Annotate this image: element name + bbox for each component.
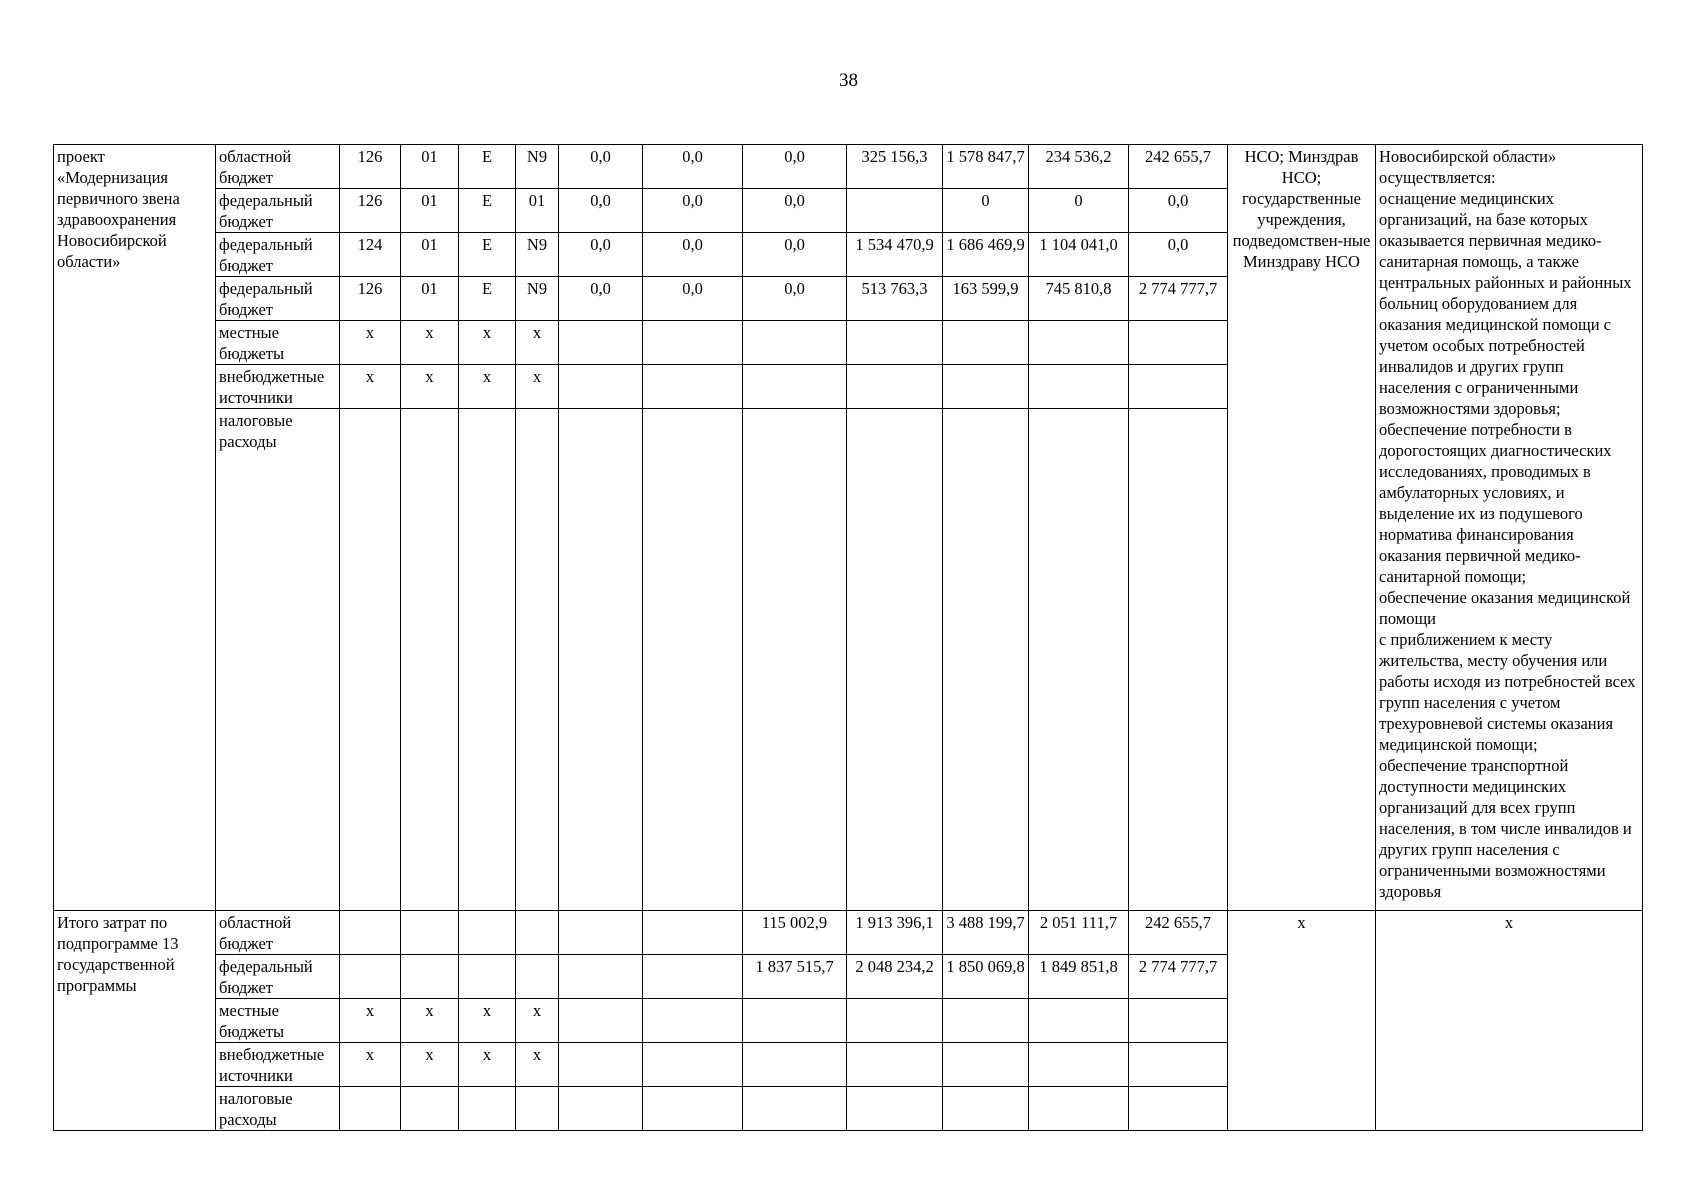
value-cell: 0,0 [743, 233, 847, 277]
value-cell [1029, 365, 1129, 409]
value-cell: 1 104 041,0 [1029, 233, 1129, 277]
value-cell: 0,0 [559, 145, 643, 189]
code-cell [459, 1087, 516, 1131]
value-cell: 0,0 [743, 277, 847, 321]
value-cell: 1 534 470,9 [847, 233, 943, 277]
value-cell [1129, 999, 1228, 1043]
value-cell [847, 1087, 943, 1131]
source-cell: федеральный бюджет [216, 233, 340, 277]
value-cell [743, 409, 847, 911]
value-cell: 0,0 [559, 233, 643, 277]
value-cell [559, 1087, 643, 1131]
code-cell: х [516, 1043, 559, 1087]
code-cell: 124 [340, 233, 401, 277]
code-cell: Е [459, 233, 516, 277]
value-cell [559, 911, 643, 955]
source-cell: областной бюджет [216, 911, 340, 955]
value-cell: 0,0 [743, 189, 847, 233]
code-cell: х [459, 365, 516, 409]
code-cell: х [340, 365, 401, 409]
value-cell: 2 774 777,7 [1129, 955, 1228, 999]
value-cell [943, 409, 1029, 911]
budget-table [53, 144, 1643, 1131]
code-cell: х [516, 321, 559, 365]
source-cell: внебюджетные источники [216, 365, 340, 409]
source-cell: местные бюджеты [216, 321, 340, 365]
value-cell [743, 321, 847, 365]
total-name-cell: Итого затрат по подпрограмме 13 государственной программы [54, 911, 216, 1131]
executor-cell: х [1228, 911, 1376, 1131]
value-cell [743, 1043, 847, 1087]
value-cell [1029, 1043, 1129, 1087]
code-cell: 01 [401, 277, 459, 321]
value-cell: 1 578 847,7 [943, 145, 1029, 189]
value-cell: 0,0 [743, 145, 847, 189]
value-cell [643, 1087, 743, 1131]
code-cell: 126 [340, 277, 401, 321]
value-cell [1129, 321, 1228, 365]
source-cell: внебюджетные источники [216, 1043, 340, 1087]
code-cell [340, 409, 401, 911]
code-cell: х [401, 365, 459, 409]
code-cell: х [401, 999, 459, 1043]
value-cell: 1 837 515,7 [743, 955, 847, 999]
executor-cell: НСО; Минздрав НСО; государственные учреждения, подведомствен-ные Минздраву НСО [1228, 145, 1376, 911]
value-cell [559, 955, 643, 999]
code-cell [340, 955, 401, 999]
code-cell [516, 409, 559, 911]
page-number: 38 [839, 70, 858, 91]
value-cell: 0,0 [643, 277, 743, 321]
value-cell: 0,0 [1129, 233, 1228, 277]
value-cell [643, 999, 743, 1043]
code-cell [401, 409, 459, 911]
value-cell: 1 850 069,8 [943, 955, 1029, 999]
value-cell [559, 1043, 643, 1087]
source-cell: федеральный бюджет [216, 277, 340, 321]
code-cell [401, 1087, 459, 1131]
value-cell: 0 [1029, 189, 1129, 233]
value-cell: 0,0 [643, 189, 743, 233]
value-cell [847, 365, 943, 409]
code-cell: х [401, 1043, 459, 1087]
value-cell [559, 365, 643, 409]
code-cell [340, 1087, 401, 1131]
code-cell: N9 [516, 277, 559, 321]
value-cell [743, 999, 847, 1043]
value-cell: 1 686 469,9 [943, 233, 1029, 277]
code-cell: х [459, 1043, 516, 1087]
value-cell [643, 409, 743, 911]
value-cell [943, 321, 1029, 365]
code-cell: 01 [516, 189, 559, 233]
value-cell [1129, 1087, 1228, 1131]
code-cell [340, 911, 401, 955]
value-cell [559, 409, 643, 911]
value-cell: 513 763,3 [847, 277, 943, 321]
value-cell [1029, 1087, 1129, 1131]
code-cell: х [340, 1043, 401, 1087]
source-cell: местные бюджеты [216, 999, 340, 1043]
value-cell: 325 156,3 [847, 145, 943, 189]
code-cell: 126 [340, 189, 401, 233]
source-cell: федеральный бюджет [216, 955, 340, 999]
code-cell: N9 [516, 145, 559, 189]
code-cell [516, 911, 559, 955]
value-cell [943, 999, 1029, 1043]
code-cell: х [340, 321, 401, 365]
code-cell [459, 955, 516, 999]
value-cell [1129, 409, 1228, 911]
code-cell: х [459, 999, 516, 1043]
code-cell: Е [459, 145, 516, 189]
value-cell: 3 488 199,7 [943, 911, 1029, 955]
value-cell [847, 189, 943, 233]
value-cell [1129, 1043, 1228, 1087]
value-cell: 1 913 396,1 [847, 911, 943, 955]
value-cell: 0 [943, 189, 1029, 233]
code-cell: х [459, 321, 516, 365]
value-cell [1029, 409, 1129, 911]
code-cell: N9 [516, 233, 559, 277]
value-cell [559, 999, 643, 1043]
value-cell: 0,0 [1129, 189, 1228, 233]
value-cell [643, 321, 743, 365]
value-cell: 0,0 [559, 189, 643, 233]
value-cell: 0,0 [643, 145, 743, 189]
code-cell: х [516, 365, 559, 409]
value-cell [943, 1043, 1029, 1087]
code-cell: 01 [401, 233, 459, 277]
value-cell [743, 1087, 847, 1131]
description-cell: х [1376, 911, 1643, 1131]
code-cell: Е [459, 189, 516, 233]
description-cell: Новосибирской области» осуществляется: оснащение медицинских организаций, на базе которых оказывается первичная медико-санитарная помощь, а также центральных районных и районных больниц оборудованием для оказания медицинской помощи с учетом особых потребностей инвалидов и других групп населения с ограниченными возможностями здоровья; обеспечение потребности в дорогостоящих диагностических исследованиях, проводимых в амбулаторных условиях, и выделение их из подушевого норматива финансирования оказания первичной медико-санитарной помощи; обеспечение оказания медицинской помощи с приближением к месту жительства, месту обучения или работы исходя из потребностей всех групп населения с учетом трехуровневой системы оказания медицинской помощи; обеспечение транспортной доступности медицинских организаций для всех групп населения, в том числе инвалидов и других групп населения с ограниченными возможностями здоровья [1376, 145, 1643, 911]
value-cell: 1 849 851,8 [1029, 955, 1129, 999]
value-cell [847, 999, 943, 1043]
value-cell: 2 051 111,7 [1029, 911, 1129, 955]
value-cell [643, 955, 743, 999]
source-cell: областной бюджет [216, 145, 340, 189]
code-cell: х [401, 321, 459, 365]
code-cell [401, 955, 459, 999]
value-cell [847, 1043, 943, 1087]
value-cell [1029, 999, 1129, 1043]
value-cell [643, 1043, 743, 1087]
source-cell: налоговые расходы [216, 409, 340, 911]
value-cell: 242 655,7 [1129, 145, 1228, 189]
value-cell [943, 1087, 1029, 1131]
value-cell [1029, 321, 1129, 365]
code-cell: Е [459, 277, 516, 321]
value-cell [847, 409, 943, 911]
value-cell [643, 911, 743, 955]
value-cell: 0,0 [559, 277, 643, 321]
value-cell [643, 365, 743, 409]
value-cell: 115 002,9 [743, 911, 847, 955]
code-cell [516, 1087, 559, 1131]
code-cell: 01 [401, 189, 459, 233]
value-cell: 163 599,9 [943, 277, 1029, 321]
value-cell [559, 321, 643, 365]
value-cell [1129, 365, 1228, 409]
value-cell [943, 365, 1029, 409]
code-cell [401, 911, 459, 955]
code-cell: 126 [340, 145, 401, 189]
code-cell: х [516, 999, 559, 1043]
table-row [54, 145, 1643, 189]
value-cell: 0,0 [643, 233, 743, 277]
value-cell: 745 810,8 [1029, 277, 1129, 321]
source-cell: федеральный бюджет [216, 189, 340, 233]
code-cell: 01 [401, 145, 459, 189]
value-cell: 2 048 234,2 [847, 955, 943, 999]
code-cell [459, 409, 516, 911]
table-row [54, 911, 1643, 955]
value-cell: 234 536,2 [1029, 145, 1129, 189]
project-name-cell: проект «Модернизация первичного звена здравоохранения Новосибирской области» [54, 145, 216, 911]
value-cell: 242 655,7 [1129, 911, 1228, 955]
code-cell [516, 955, 559, 999]
value-cell [743, 365, 847, 409]
source-cell: налоговые расходы [216, 1087, 340, 1131]
code-cell [459, 911, 516, 955]
value-cell [847, 321, 943, 365]
code-cell: х [340, 999, 401, 1043]
value-cell: 2 774 777,7 [1129, 277, 1228, 321]
